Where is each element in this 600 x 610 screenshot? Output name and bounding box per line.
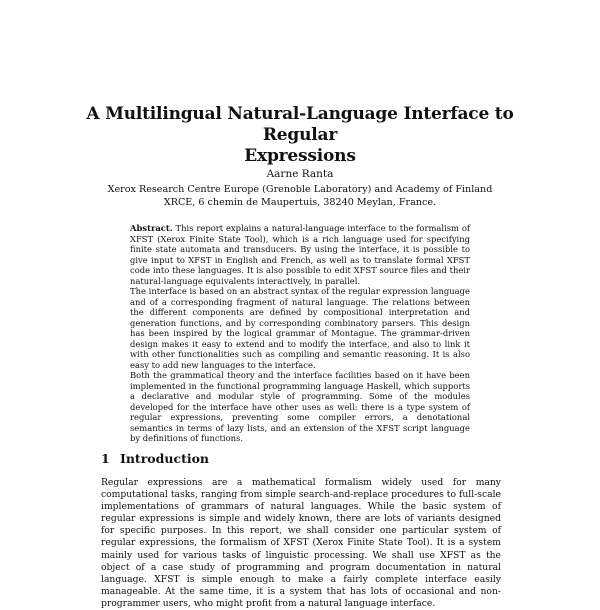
abstract (130, 223, 470, 444)
abstract-paragraph-3: Both the grammatical theory and the interface facilities based on it have been implemented in the functional programming language Haskell, which supports a declarative and modular style of programming. Some of the modules developed for the interface have other uses as well: there is a type system of regular expressions, preventing some compiler errors, a denotational semantics in terms of lazy lists, and an extension of the XFST script language by definitions of functions. (130, 370, 470, 443)
abstract-label: Abstract. (130, 223, 173, 233)
section-heading (101, 451, 501, 467)
affiliation-line-2: XRCE, 6 chemin de Maupertuis, 38240 Meylan, France. (163, 197, 437, 208)
abstract-paragraph-1 (130, 223, 470, 286)
section-title: Introduction (120, 451, 210, 466)
affiliation (60, 183, 540, 209)
abstract-paragraph-2: The interface is based on an abstract syntax of the regular expression language and of a corresponding fragment of natural language. The relations between the different components are defined by compositional interpretation and generation functions, and by corresponding combinatory parsers. This design has been inspired by the logical grammar of Montague. The grammar-driven design makes it easy to extend and to modify the interface, and also to link it with other functionalities such as compiling and semantic reasoning. It is also easy to add new languages to the interface. (130, 286, 470, 370)
paper-title (60, 104, 540, 167)
affiliation-line-1: Xerox Research Centre Europe (Grenoble Laboratory) and Academy of Finland (107, 184, 493, 195)
title-line-2: Expressions (244, 146, 356, 166)
intro-paragraph-1: Regular expressions are a mathematical formalism widely used for many computational tasks, ranging from simple search-and-replace procedures to full-scale implementations of grammars of natural languages. While the basic system of regular expressions is simple and widely known, there are lots of variants designed for specific purposes. In this report, we shall consider one particular system of regular expressions, the formalism of XFST (Xerox Finite State Tool). It is a system mainly used for various tasks of linguistic processing. We shall use XFST as the object of a case study of programming and program documentation in natural language. XFST is simple enough to make a fairly complete interface easily manageable. At the same time, it is a system that has lots of occasional and non-programmer users, who might profit from a natural language interface. (101, 477, 501, 609)
abstract-text-1: This report explains a natural-language interface to the formalism of XFST (Xerox Finite State Tool), which is a rich language used for specifying finite state automata and transducers. By using the interface, it is possible to give input to XFST in English and French, as well as to translate formal XFST code into these languages. It is also possible to edit XFST source files and their natural-language equivalents interactively, in parallel. (130, 223, 470, 286)
section-number: 1 (101, 451, 110, 466)
title-line-1: A Multilingual Natural-Language Interface to Regular (86, 104, 514, 145)
introduction-body (101, 477, 501, 610)
author-name: Aarne Ranta (266, 168, 334, 180)
